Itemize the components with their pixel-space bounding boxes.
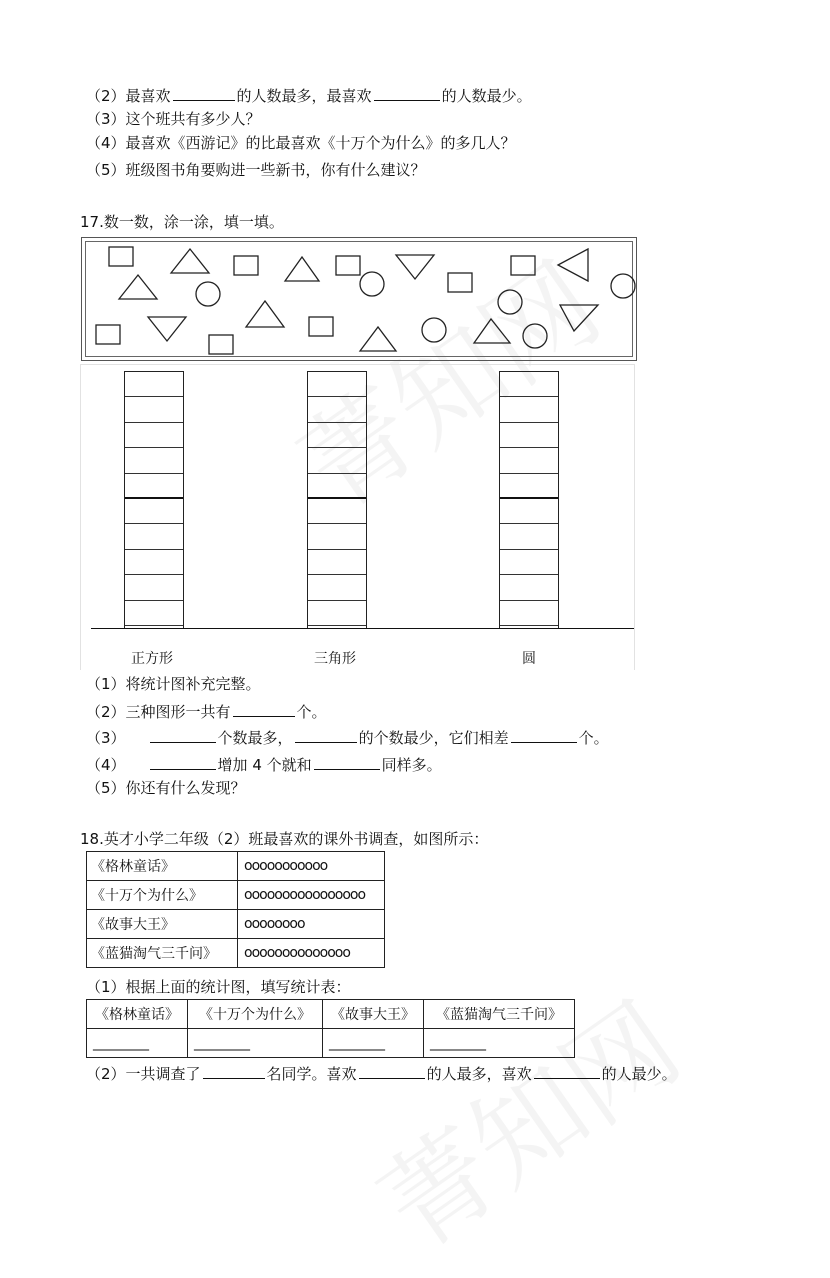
q16-line-3: （3）这个班共有多少人？	[86, 110, 261, 128]
chart-cell[interactable]	[125, 474, 183, 499]
square-shape	[96, 325, 120, 344]
answer-cell[interactable]: ________	[87, 1029, 188, 1058]
table-header-row	[87, 1000, 575, 1029]
triangle-shape	[560, 305, 598, 331]
table-row	[87, 881, 385, 910]
triangle-shape	[474, 319, 510, 343]
blank[interactable]	[511, 727, 577, 743]
q17-line-5: （5）你还有什么发现？	[86, 779, 246, 797]
blank[interactable]	[295, 727, 357, 743]
chart-cell[interactable]	[308, 397, 366, 422]
answer-cell[interactable]: ________	[323, 1029, 424, 1058]
blank[interactable]	[150, 754, 216, 770]
square-shape	[336, 256, 360, 275]
blank[interactable]	[314, 754, 380, 770]
triangle-shape	[171, 249, 209, 273]
triangle-shape	[285, 257, 319, 281]
q17-line-3: （3） 个数最多， 的个数最少，它们相差 个。	[86, 729, 609, 747]
square-shape	[309, 317, 333, 336]
circle-shape	[611, 274, 635, 298]
chart-cell[interactable]	[308, 524, 366, 549]
book-name: 《蓝猫淘气三千问》	[87, 939, 238, 968]
circle-shape	[196, 282, 220, 306]
chart-cell[interactable]	[125, 499, 183, 524]
book-name: 《十万个为什么》	[87, 881, 238, 910]
chart-cell[interactable]	[125, 550, 183, 575]
chart-cell[interactable]	[500, 474, 558, 499]
blank[interactable]	[534, 1063, 600, 1079]
chart-cell[interactable]	[308, 550, 366, 575]
book-circles: oooooooooooooo	[238, 939, 385, 968]
table-header: 《十万个为什么》	[188, 1000, 323, 1029]
chart-cell[interactable]	[308, 474, 366, 499]
triangle-shape	[119, 275, 157, 299]
square-shape	[209, 335, 233, 354]
blank[interactable]	[203, 1063, 265, 1079]
book-name: 《格林童话》	[87, 852, 238, 881]
q18-sub-1: （1）根据上面的统计图，填写统计表：	[86, 978, 351, 996]
chart-cell[interactable]	[308, 372, 366, 397]
circle-shape	[422, 318, 446, 342]
square-column[interactable]	[124, 371, 184, 628]
circle-column[interactable]	[499, 371, 559, 628]
q17-title: 17.数一数，涂一涂，填一填。	[80, 213, 284, 231]
chart-cell[interactable]	[125, 601, 183, 626]
table-row	[87, 939, 385, 968]
chart-cell[interactable]	[125, 448, 183, 473]
table-row	[87, 1029, 575, 1058]
chart-cell[interactable]	[308, 575, 366, 600]
square-shape	[511, 256, 535, 275]
bar-chart-grid	[80, 364, 635, 670]
chart-cell[interactable]	[500, 448, 558, 473]
circle-shape	[523, 324, 547, 348]
xlabel-triangle: 三角形	[314, 651, 356, 667]
q17-line-4: （4） 增加 4 个就和 同样多。	[86, 756, 442, 774]
q17-line-2: （2）三种图形一共有 个。	[86, 703, 327, 721]
chart-cell[interactable]	[500, 524, 558, 549]
chart-cell[interactable]	[308, 601, 366, 626]
chart-cell[interactable]	[500, 372, 558, 397]
table-row	[87, 852, 385, 881]
book-stat-table	[86, 999, 575, 1058]
q18-sub-2: （2）一共调查了 名同学。喜欢 的人最多，喜欢 的人最少。	[86, 1065, 677, 1083]
circle-shape	[498, 290, 522, 314]
square-shape	[234, 256, 258, 275]
book-pictograph	[86, 851, 385, 968]
chart-cell[interactable]	[125, 397, 183, 422]
book-name: 《故事大王》	[87, 910, 238, 939]
xlabel-circle: 圆	[522, 651, 536, 667]
table-header: 《蓝猫淘气三千问》	[424, 1000, 575, 1029]
blank[interactable]	[150, 727, 216, 743]
chart-cell[interactable]	[500, 601, 558, 626]
book-circles: oooooooo	[238, 910, 385, 939]
q16-line-2: （2）最喜欢 的人数最多，最喜欢 的人数最少。	[86, 87, 532, 105]
q18-title: 18.英才小学二年级（2）班最喜欢的课外书调查，如图所示：	[80, 830, 489, 848]
book-circles: oooooooooooooooo	[238, 881, 385, 910]
chart-cell[interactable]	[308, 423, 366, 448]
chart-baseline	[91, 628, 634, 629]
shapes-drawing	[82, 238, 638, 362]
shapes-panel	[81, 237, 637, 361]
circle-shape	[360, 272, 384, 296]
triangle-shape	[396, 255, 434, 279]
chart-cell[interactable]	[500, 397, 558, 422]
q17-line-1: （1）将统计图补充完整。	[86, 675, 261, 693]
table-header: 《格林童话》	[87, 1000, 188, 1029]
triangle-shape	[246, 301, 284, 327]
chart-cell[interactable]	[500, 575, 558, 600]
table-row	[87, 910, 385, 939]
blank[interactable]	[173, 85, 235, 101]
book-circles: ooooooooooo	[238, 852, 385, 881]
chart-cell[interactable]	[500, 550, 558, 575]
blank[interactable]	[359, 1063, 425, 1079]
triangle-shape	[360, 327, 396, 351]
triangle-column[interactable]	[307, 371, 367, 628]
square-shape	[109, 247, 133, 266]
xlabel-square: 正方形	[131, 651, 173, 667]
chart-cell[interactable]	[500, 423, 558, 448]
answer-cell[interactable]: ________	[424, 1029, 575, 1058]
blank[interactable]	[374, 85, 440, 101]
chart-cell[interactable]	[125, 372, 183, 397]
triangle-shape	[148, 317, 186, 341]
chart-cell[interactable]	[500, 499, 558, 524]
answer-cell[interactable]: ________	[188, 1029, 323, 1058]
table-header: 《故事大王》	[323, 1000, 424, 1029]
q16-line-5: （5）班级图书角要购进一些新书，你有什么建议？	[86, 161, 426, 179]
chart-cell[interactable]	[125, 423, 183, 448]
chart-cell[interactable]	[125, 575, 183, 600]
chart-cell[interactable]	[308, 499, 366, 524]
square-shape	[448, 273, 472, 292]
triangle-shape	[558, 249, 588, 281]
q16-line-4: （4）最喜欢《西游记》的比最喜欢《十万个为什么》的多几人？	[86, 134, 516, 152]
blank[interactable]	[233, 701, 295, 717]
chart-cell[interactable]	[308, 448, 366, 473]
chart-cell[interactable]	[125, 524, 183, 549]
